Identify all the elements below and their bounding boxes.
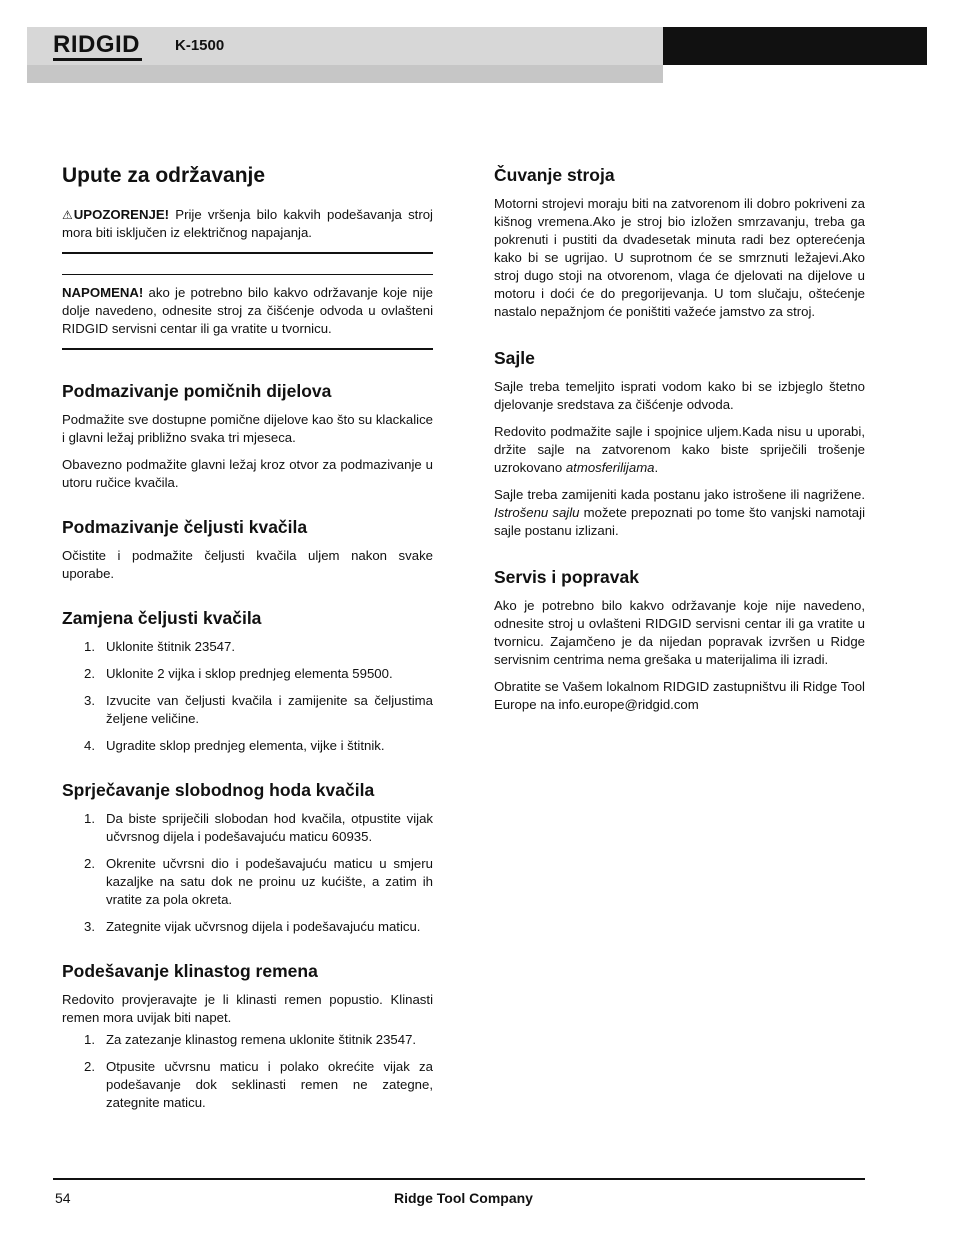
numbered-list [62, 1031, 433, 1112]
page-title: Upute za održavanje [62, 164, 266, 187]
section-storage [494, 164, 865, 321]
paragraph: Sajle treba zamijeniti kada postanu jako istrošene ili nagrižene. Istrošenu sajlu možete prepoznati po tome što vanjski namotaji sajle postanu izlizani. [494, 487, 865, 538]
list-item: 4. Ugradite sklop prednjeg elementa, vijke i štitnik. [84, 738, 385, 753]
section-lubrication [62, 380, 433, 492]
paragraph: Motorni strojevi moraju biti na zatvorenom ili dobro pokriveni za kišnog vremena.Ako je stroj bio izložen smrzavanju, treba ga pokrenuti i pustiti da dvadesetak minuta radi bez opterećenja kako bi se ugrijao. U suprotnom će se smrznuti ležajevi.Ako stroj dugo stoji na otvorenom, vlaga će djelovati na dijelove u motoru i doći će do pregorijevanja. U tom slučaju, oštećenje nastalo nepažnjom će poništiti važeće jamstvo za stroj. [494, 196, 865, 319]
list-item: 1. Uklonite štitnik 23547. [84, 639, 236, 654]
paragraph: Podmažite sve dostupne pomične dijelove kao što su klackalice i glavni ležaj približno svaka tri mjeseca. [62, 412, 433, 445]
section-vbelt [62, 960, 433, 1112]
section-heading: Servis i popravak [494, 567, 639, 587]
section-cables [494, 347, 865, 540]
company-name: Ridge Tool Company [394, 1190, 533, 1206]
section-heading: Zamjena čeljusti kvačila [62, 608, 262, 628]
left-column [62, 160, 433, 1136]
section-service [494, 566, 865, 714]
notice-box [62, 274, 433, 350]
section-heading: Podmazivanje čeljusti kvačila [62, 517, 308, 537]
header-black-bar [663, 27, 927, 65]
list-item: 2. Okrenite učvrsni dio i podešavajuću maticu u smjeru kazaljke na satu dok ne proinu uz kućište, a zatim ih vratite za pola okreta. [84, 856, 433, 907]
warning-paragraph [62, 206, 433, 242]
section-heading: Podešavanje klinastog remena [62, 961, 318, 981]
list-item: 3. Izvucite van čeljusti kvačila i zamijenite sa čeljustima željene veličine. [84, 693, 433, 726]
warning-label: UPOZORENJE! [73, 207, 170, 222]
section-clutch-freeplay [62, 779, 433, 936]
page-number: 54 [55, 1190, 71, 1206]
list-item: 2. Uklonite 2 vijka i sklop prednjeg elementa 59500. [84, 666, 393, 681]
paragraph: Ako je potrebno bilo kakvo održavanje koje nije navedeno, odnesite stroj u ovlašteni RIDGID servisni centar ili ga vratite u tvornicu. Zajamčeno je da nijedan popravak izvršen u Ridge servisnim centrima nema grešaka u materijalima ili izradi. [494, 598, 865, 667]
section-jaws-replacement [62, 607, 433, 755]
paragraph: Redovito podmažite sajle i spojnice uljem.Kada nisu u uporabi, držite sajle na zatvorenom kako biste spriječili trošenje uzrokovano atmosferilijama. [494, 424, 865, 475]
ridgid-logo: RIDGID [53, 32, 142, 61]
paragraph: Očistite i podmažite čeljusti kvačila uljem nakon svake uporabe. [62, 548, 433, 581]
list-item: 1. Za zatezanje klinastog remena uklonite štitnik 23547. [84, 1032, 417, 1047]
numbered-list [62, 810, 433, 936]
section-heading: Čuvanje stroja [494, 165, 615, 185]
numbered-list [62, 638, 433, 755]
warning-triangle-icon: ⚠ [62, 208, 73, 222]
list-item: 3. Zategnite vijak učvrsnog dijela i podešavajuću maticu. [84, 919, 421, 934]
model-label: K-1500 [175, 37, 225, 54]
page-header [27, 27, 927, 83]
paragraph: Sajle treba temeljito isprati vodom kako bi se izbjeglo štetno djelovanje sredstava za čišćenje odvoda. [494, 379, 865, 412]
paragraph: Obratite se Vašem lokalnom RIDGID zastupništvu ili Ridge Tool Europe na info.europe@ridgid.com [494, 679, 865, 712]
paragraph: Obavezno podmažite glavni ležaj kroz otvor za podmazivanje u utoru ručice kvačila. [62, 457, 433, 490]
notice-label: NAPOMENA! [62, 285, 144, 300]
notice-text: ako je potrebno bilo kakvo održavanje koje nije dolje navedeno, odnesite stroj za čišćenje odvoda u ovlašteni RIDGID servisni centar ili ga vratite u tvornicu. [62, 285, 433, 336]
right-column [494, 160, 865, 740]
warning-text: Prije vršenja bilo kakvih podešavanja stroj mora biti isključen iz električnog napajanja. [62, 207, 433, 240]
paragraph: Redovito provjeravajte je li klinasti remen popustio. Klinasti remen mora uvijak biti napet. [62, 992, 433, 1025]
header-gray-strip [27, 65, 663, 83]
section-heading: Sprječavanje slobodnog hoda kvačila [62, 780, 375, 800]
section-jaws-lubrication [62, 516, 433, 583]
list-item: 1. Da biste spriječili slobodan hod kvačila, otpustite vijak učvrsnog dijela i podešavajuću maticu 60935. [84, 811, 433, 844]
notice-paragraph [62, 284, 433, 338]
list-item: 2. Otpusite učvrsnu maticu i polako okrećite vijak za podešavanje dok seklinasti remen ne zategne, zategnite maticu. [84, 1059, 433, 1110]
section-heading: Sajle [494, 348, 535, 368]
footer-rule [53, 1178, 865, 1180]
warning-box [62, 206, 433, 254]
section-heading: Podmazivanje pomičnih dijelova [62, 381, 332, 401]
